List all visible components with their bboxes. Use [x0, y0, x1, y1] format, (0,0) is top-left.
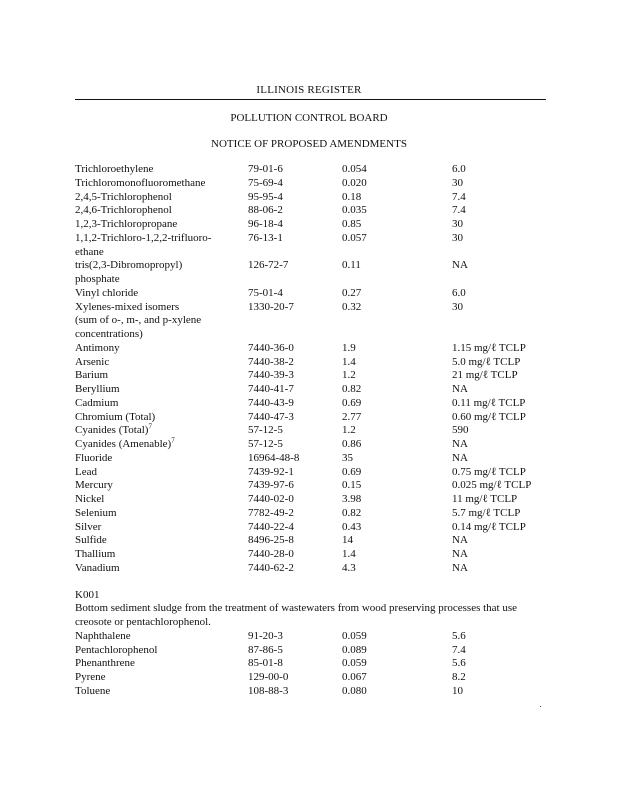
nonwastewater-standard: 0.025 mg/ℓ TCLP: [452, 479, 532, 492]
wastewater-standard: 4.3: [342, 561, 356, 574]
cas-number: 85-01-8: [248, 657, 283, 670]
constituent-name: [75, 191, 248, 205]
table-row: [75, 369, 550, 383]
constituent-name-text: tris(2,3-Dibromopropyl) phosphate: [75, 259, 183, 285]
constituent-name: [75, 356, 248, 370]
constituent-name-text: Cadmium: [75, 396, 119, 409]
wastewater-standard: 0.27: [342, 286, 362, 299]
constituent-name-text: Chromium (Total): [75, 410, 156, 423]
table-row: [75, 191, 550, 205]
table-row: [75, 507, 550, 521]
constituent-name: [75, 232, 248, 260]
wastewater-standard: 1.9: [342, 341, 356, 354]
constituent-name-text: Sulfide: [75, 534, 107, 547]
constituent-name: [75, 438, 248, 452]
constituent-name-text: Trichloroethylene: [75, 163, 154, 175]
cas-number: 75-01-4: [248, 286, 283, 299]
table-row: [75, 521, 550, 535]
nonwastewater-standard: 7.4: [452, 190, 466, 203]
constituent-name: [75, 452, 248, 466]
cas-number: 79-01-6: [248, 163, 283, 175]
wastewater-standard: 0.11: [342, 259, 361, 272]
constituent-name: [75, 424, 248, 438]
table-row: [75, 287, 550, 301]
wastewater-standard: 1.4: [342, 548, 356, 560]
constituent-name-text: Vinyl chloride: [75, 286, 139, 299]
wastewater-standard: 3.98: [342, 493, 362, 505]
constituent-name-text: Thallium: [75, 548, 116, 560]
cas-number: 96-18-4: [248, 218, 283, 230]
wastewater-standard: 14: [342, 534, 353, 547]
document-body: [75, 163, 550, 699]
cas-number: 7440-28-0: [248, 548, 294, 560]
constituent-name-text: Arsenic: [75, 355, 110, 368]
table-row: [75, 163, 550, 177]
wastewater-standard: 0.020: [342, 176, 367, 189]
constituent-name: [75, 493, 248, 507]
constituent-name-text: Selenium: [75, 506, 117, 519]
nonwastewater-standard: NA: [452, 548, 468, 560]
page-mark: [540, 706, 541, 707]
cas-number: 91-20-3: [248, 629, 283, 642]
nonwastewater-standard: 0.11 mg/ℓ TCLP: [452, 396, 526, 409]
cas-number: 87-86-5: [248, 643, 283, 656]
constituent-name: [75, 534, 248, 548]
table-row: [75, 411, 550, 425]
nonwastewater-standard: NA: [452, 259, 468, 272]
constituent-name-text: Beryllium: [75, 383, 120, 395]
footnote-ref: 7: [148, 422, 152, 431]
constituent-name: [75, 301, 248, 342]
table-row: [75, 438, 550, 452]
wastewater-standard: 2.77: [342, 410, 362, 423]
nonwastewater-standard: 7.4: [452, 204, 466, 217]
cas-number: 108-88-3: [248, 684, 289, 697]
waste-description: Bottom sediment sludge from the treatment of wastewaters from wood preserving processes that use creosote or pentachlorophenol.: [75, 602, 518, 628]
constituents-table: [75, 163, 550, 576]
wastewater-standard: 0.057: [342, 231, 367, 244]
table-row: [75, 562, 550, 576]
cas-number: 95-95-4: [248, 190, 283, 203]
nonwastewater-standard: 30: [452, 176, 463, 189]
wastewater-standard: 0.18: [342, 190, 362, 203]
cas-number: 75-69-4: [248, 176, 283, 189]
footnote-ref: 7: [171, 436, 175, 445]
table-row: [75, 452, 550, 466]
nonwastewater-standard: 11 mg/ℓ TCLP: [452, 493, 518, 505]
nonwastewater-standard: 590: [452, 424, 469, 437]
constituent-name-text: Antimony: [75, 341, 120, 354]
constituent-name-text: 1,1,2-Trichloro-1,2,2-trifluoro- ethane: [75, 231, 212, 258]
table-row: [75, 204, 550, 218]
wastewater-standard: 0.15: [342, 479, 362, 492]
nonwastewater-standard: 7.4: [452, 643, 466, 656]
cas-number: 7440-62-2: [248, 561, 294, 574]
cas-number: 57-12-5: [248, 438, 283, 450]
cas-number: 7440-39-3: [248, 369, 294, 382]
constituent-name-text: Barium: [75, 369, 108, 382]
nonwastewater-standard: 0.60 mg/ℓ TCLP: [452, 410, 526, 423]
table-row: [75, 259, 550, 287]
constituent-name: [75, 466, 248, 480]
table-row: [75, 356, 550, 370]
constituent-name: [75, 507, 248, 521]
table-row: [75, 466, 550, 480]
table-row: [75, 548, 550, 562]
waste-code-section: [75, 589, 550, 630]
wastewater-standard: 35: [342, 451, 353, 464]
cas-number: 7440-36-0: [248, 341, 294, 354]
constituent-name-text: Nickel: [75, 493, 105, 505]
constituent-name: [75, 287, 248, 301]
constituent-name: [75, 369, 248, 383]
wastewater-standard: 0.059: [342, 657, 367, 670]
constituent-name: [75, 259, 248, 287]
constituent-name-text: Xylenes-mixed isomers (sum of o-, m-, and p-xylene concentrations): [75, 300, 202, 340]
cas-number: 1330-20-7: [248, 300, 294, 313]
wastewater-standard: 0.85: [342, 218, 362, 230]
constituent-name: [75, 630, 248, 644]
nonwastewater-standard: 5.0 mg/ℓ TCLP: [452, 355, 521, 368]
constituent-name: [75, 671, 248, 685]
constituent-name: [75, 644, 248, 658]
constituent-name: [75, 397, 248, 411]
nonwastewater-standard: 5.6: [452, 657, 466, 670]
constituent-name-text: Trichloromonofluoromethane: [75, 176, 206, 189]
board-title: POLLUTION CONTROL BOARD: [230, 112, 388, 124]
nonwastewater-standard: 5.6: [452, 629, 466, 642]
wastewater-standard: 0.054: [342, 163, 367, 175]
table-row: [75, 479, 550, 493]
table-row: [75, 644, 550, 658]
cas-number: 7440-02-0: [248, 493, 294, 505]
cas-number: 7782-49-2: [248, 506, 294, 519]
nonwastewater-standard: 30: [452, 300, 463, 313]
constituent-name-text: Vanadium: [75, 561, 120, 574]
constituent-name: [75, 521, 248, 535]
constituent-name-text: Silver: [75, 520, 102, 533]
wastewater-standard: 0.059: [342, 629, 367, 642]
wastewater-standard: 0.82: [342, 506, 362, 519]
wastewater-standard: 0.82: [342, 383, 362, 395]
nonwastewater-standard: 0.14 mg/ℓ TCLP: [452, 520, 526, 533]
nonwastewater-standard: 0.75 mg/ℓ TCLP: [452, 465, 526, 478]
table-row: [75, 232, 550, 260]
table-row: [75, 424, 550, 438]
k001-constituents-table: [75, 630, 550, 699]
table-row: [75, 657, 550, 671]
constituent-name: [75, 548, 248, 562]
table-row: [75, 218, 550, 232]
constituent-name-text: Pyrene: [75, 671, 106, 683]
waste-code: K001: [75, 588, 100, 601]
cas-number: 7439-92-1: [248, 465, 294, 478]
nonwastewater-standard: NA: [452, 438, 468, 450]
wastewater-standard: 1.2: [342, 424, 356, 437]
constituent-name-text: 2,4,5-Trichlorophenol: [75, 190, 172, 203]
cas-number: 8496-25-8: [248, 534, 294, 547]
cas-number: 16964-48-8: [248, 451, 300, 464]
wastewater-standard: 0.69: [342, 465, 362, 478]
constituent-name-text: Naphthalene: [75, 629, 131, 642]
wastewater-standard: 0.86: [342, 438, 362, 450]
cas-number: 129-00-0: [248, 671, 289, 683]
nonwastewater-standard: 8.2: [452, 671, 466, 683]
table-row: [75, 397, 550, 411]
wastewater-standard: 0.43: [342, 520, 362, 533]
wastewater-standard: 1.4: [342, 355, 356, 368]
cas-number: 7440-38-2: [248, 355, 294, 368]
constituent-name: [75, 204, 248, 218]
constituent-name: [75, 562, 248, 576]
nonwastewater-standard: 21 mg/ℓ TCLP: [452, 369, 518, 382]
constituent-name-text: Toluene: [75, 684, 111, 697]
wastewater-standard: 0.32: [342, 300, 362, 313]
constituent-name-text: Mercury: [75, 479, 113, 492]
register-title: ILLINOIS REGISTER: [256, 84, 362, 96]
table-row: [75, 534, 550, 548]
nonwastewater-standard: NA: [452, 451, 468, 464]
constituent-name-text: Fluoride: [75, 451, 113, 464]
wastewater-standard: 0.69: [342, 396, 362, 409]
table-row: [75, 301, 550, 342]
nonwastewater-standard: 5.7 mg/ℓ TCLP: [452, 506, 521, 519]
nonwastewater-standard: 10: [452, 684, 463, 697]
constituent-name: [75, 411, 248, 425]
cas-number: 7440-41-7: [248, 383, 294, 395]
constituent-name: [75, 342, 248, 356]
constituent-name-text: Cyanides (Amenable): [75, 438, 172, 450]
cas-number: 7440-47-3: [248, 410, 294, 423]
constituent-name: [75, 218, 248, 232]
constituent-name-text: Lead: [75, 465, 97, 478]
nonwastewater-standard: 6.0: [452, 163, 466, 175]
constituent-name: [75, 163, 248, 177]
cas-number: 76-13-1: [248, 231, 283, 244]
cas-number: 7440-22-4: [248, 520, 294, 533]
wastewater-standard: 0.080: [342, 684, 367, 697]
constituent-name-text: Cyanides (Total): [75, 424, 149, 437]
nonwastewater-standard: 6.0: [452, 286, 466, 299]
constituent-name: [75, 657, 248, 671]
constituent-name: [75, 383, 248, 397]
constituent-name-text: Phenanthrene: [75, 657, 135, 670]
nonwastewater-standard: NA: [452, 534, 468, 547]
table-row: [75, 342, 550, 356]
wastewater-standard: 0.089: [342, 643, 367, 656]
nonwastewater-standard: 30: [452, 218, 463, 230]
constituent-name: [75, 479, 248, 493]
wastewater-standard: 0.035: [342, 204, 367, 217]
cas-number: 57-12-5: [248, 424, 283, 437]
cas-number: 7440-43-9: [248, 396, 294, 409]
constituent-name: [75, 177, 248, 191]
wastewater-standard: 1.2: [342, 369, 356, 382]
nonwastewater-standard: 30: [452, 231, 463, 244]
notice-title: NOTICE OF PROPOSED AMENDMENTS: [211, 138, 407, 150]
cas-number: 88-06-2: [248, 204, 283, 217]
table-row: [75, 177, 550, 191]
table-row: [75, 671, 550, 685]
constituent-name: [75, 685, 248, 699]
wastewater-standard: 0.067: [342, 671, 367, 683]
nonwastewater-standard: NA: [452, 561, 468, 574]
constituent-name-text: Pentachlorophenol: [75, 643, 158, 656]
nonwastewater-standard: 1.15 mg/ℓ TCLP: [452, 341, 526, 354]
cas-number: 126-72-7: [248, 259, 289, 272]
nonwastewater-standard: NA: [452, 383, 468, 395]
table-row: [75, 383, 550, 397]
table-row: [75, 685, 550, 699]
header-rule: [75, 99, 546, 100]
table-row: [75, 630, 550, 644]
cas-number: 7439-97-6: [248, 479, 294, 492]
constituent-name-text: 1,2,3-Trichloropropane: [75, 218, 178, 230]
table-row: [75, 493, 550, 507]
constituent-name-text: 2,4,6-Trichlorophenol: [75, 204, 172, 217]
